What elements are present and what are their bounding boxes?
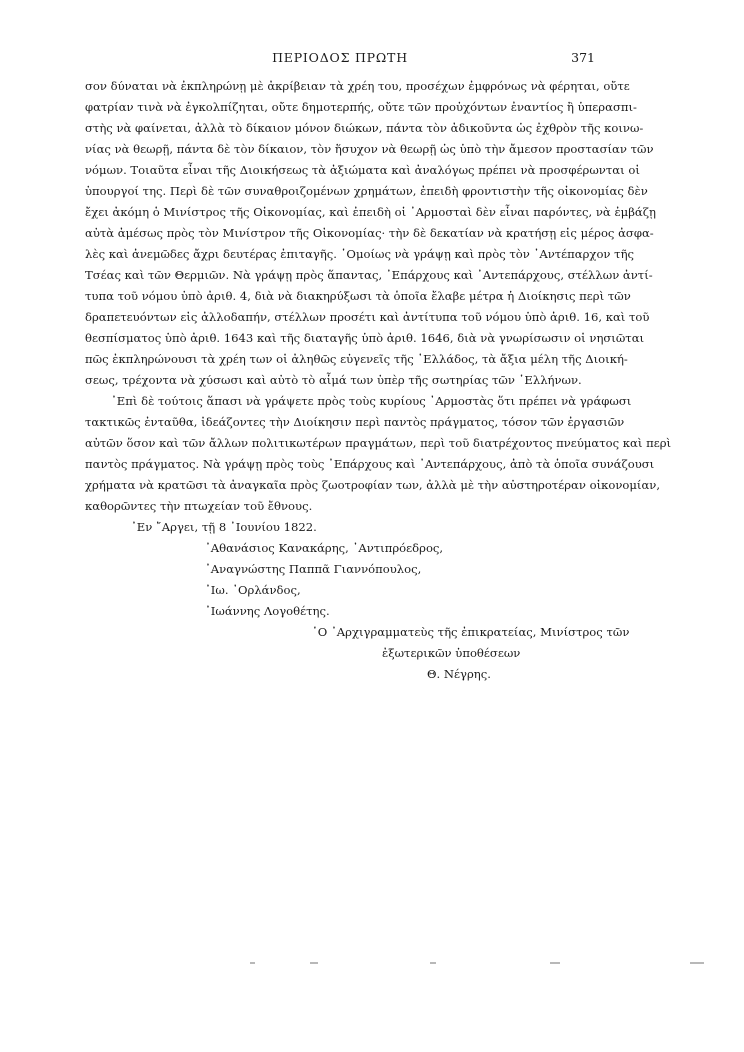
text-line: νόμων. Τοιαῦτα εἶναι τῆς Διοικήσεως τὰ ἀξιώματα καὶ ἀναλόγως πρέπει νὰ προσφέρωνται οἱ [85, 163, 640, 177]
text-line: φατρίαν τινὰ νὰ ἐγκολπίζηται, οὔτε δημοτερπής, οὔτε τῶν προὐχόντων ἐναντίος ἢ ὑπερασπι- [85, 100, 637, 114]
signatory: ᾿Ιωάννης Λογοθέτης. [205, 604, 330, 618]
text-line: ᾿Επὶ δὲ τούτοις ἅπασι νὰ γράψετε πρὸς τοὺς κυρίους ᾿Αρμοστὰς ὅτι πρέπει νὰ γράφωσι [111, 394, 632, 408]
secretary-name: Θ. Νέγρης. [427, 667, 491, 681]
signatory-list [85, 538, 595, 622]
text-line: πῶς ἐκπληρώνουσι τὰ χρέη των οἱ ἀληθῶς εὐγενεῖς τῆς ῾Ελλάδος, τὰ ἄξια μέλη τῆς Διοική- [85, 352, 628, 366]
text-line: Τσέας καὶ τῶν Θερμιῶν. Νὰ γράψῃ πρὸς ἅπαντας, ᾿Επάρχους καὶ ᾿Αντεπάρχους, στέλλων ἀντί- [85, 268, 653, 282]
signatory: ᾿Αθανάσιος Κανακάρης, ᾿Αντιπρόεδρος, [205, 541, 444, 555]
text-line: τακτικῶς ἐνταῦθα, ἰδεάζοντες τὴν Διοίκησιν περὶ παντὸς πράγματος, τόσον τῶν ἐργασιῶν [85, 415, 625, 429]
scan-artifact [250, 962, 720, 966]
text-line: αὐτῶν ὅσον καὶ τῶν ἄλλων πολιτικωτέρων πραγμάτων, περὶ τοῦ διατρέχοντος πνεύματος καὶ περὶ [85, 436, 672, 450]
text-line: νίας νὰ θεωρῇ, πάντα δὲ τὸν δίκαιον, τὸν ἥσυχον νὰ θεωρῇ ὡς ὑπὸ τὴν ἄμεσον προστασίαν τῶν [85, 142, 654, 156]
text-line: καθορῶντες τὴν πτωχείαν τοῦ ἔθνους. [85, 499, 313, 513]
page-number: 371 [571, 50, 595, 65]
body-text [85, 76, 672, 685]
paragraph-1 [85, 76, 656, 391]
text-line: σεως, τρέχοντα νὰ χύσωσι καὶ αὐτὸ τὸ αἷμά των ὑπὲρ τῆς σωτηρίας τῶν ῾Ελλήνων. [85, 373, 582, 387]
text-line: χρήματα νὰ κρατῶσι τὰ ἀναγκαῖα πρὸς ζωοτροφίαν των, ἀλλὰ μὲ τὴν αὐστηροτέραν οἰκονομίαν, [85, 478, 661, 492]
text-line: παντὸς πράγματος. Νὰ γράψῃ πρὸς τοὺς ᾿Επάρχους καὶ ᾿Αντεπάρχους, ἀπὸ τὰ ὁποῖα συνάζουσι [85, 457, 655, 471]
text-line: θεσπίσματος ὑπὸ ἀριθ. 1643 καὶ τῆς διαταγῆς ὑπὸ ἀριθ. 1646, διὰ νὰ γνωρίσωσιν οἱ νησιῶται [85, 331, 645, 345]
text-line: ὑπουργοί της. Περὶ δὲ τῶν συναθροιζομένων χρημάτων, ἐπειδὴ φροντιστὴν τῆς οἰκονομίας δὲν [85, 184, 648, 198]
text-line: αὐτὰ ἀμέσως πρὸς τὸν Μινίστρον τῆς Οἰκονομίας· τὴν δὲ δεκατίαν νὰ κρατήσῃ εἰς μέρος ἀσφα- [85, 226, 654, 240]
page-header [85, 50, 595, 68]
secretary-signature [85, 622, 630, 685]
running-head: ΠΕΡΙΟΔΟΣ ΠΡΩΤΗ [272, 50, 408, 65]
secretary-role: ῾Ο ᾿Αρχιγραμματεὺς τῆς ἐπικρατείας, Μινίστρος τῶν [312, 625, 630, 639]
secretary-role-continued: ἐξωτερικῶν ὑποθέσεων [382, 646, 521, 660]
text-line: στὴς νὰ φαίνεται, ἀλλὰ τὸ δίκαιον μόνον διώκων, πάντα τὸν ἀδικοῦντα ὡς ἐχθρὸν τῆς κοινω- [85, 121, 644, 135]
text-line: λὲς καὶ ἀνεμῶδες ἄχρι δευτέρας ἐπιταγῆς. ῾Ομοίως νὰ γράψῃ καὶ πρὸς τὸν ᾿Αντέπαρχον τῆς [85, 247, 635, 261]
text-line: τυπα τοῦ νόμου ὑπὸ ἀριθ. 4, διὰ νὰ διακηρύξωσι τὰ ὁποῖα ἔλαβε μέτρα ἡ Διοίκησις περὶ τῶν [85, 289, 631, 303]
paragraph-2 [85, 391, 672, 517]
signatory: ᾿Ιω. ᾿Ορλάνδος, [205, 583, 301, 597]
text-line: σον δύναται νὰ ἐκπληρώνῃ μὲ ἀκρίβειαν τὰ χρέη του, προσέχων ἐμφρόνως νὰ φέρηται, οὔτε [85, 79, 630, 93]
signatory: ᾿Αναγνώστης Παππᾶ Γιαννόπουλος, [205, 562, 422, 576]
text-line: ἔχει ἀκόμη ὁ Μινίστρος τῆς Οἰκονομίας, καὶ ἐπειδὴ οἱ ᾿Αρμοσταὶ δὲν εἶναι παρόντες, νὰ ἐμβάζῃ [85, 205, 656, 219]
text-line: δραπετευόντων εἰς ἀλλοδαπήν, στέλλων προσέτι καὶ ἀντίτυπα τοῦ νόμου ὑπὸ ἀριθ. 16, καὶ τοῦ [85, 310, 650, 324]
dateline: ᾿Εν ῎Αργει, τῇ 8 ᾿Ιουνίου 1822. [131, 520, 317, 534]
